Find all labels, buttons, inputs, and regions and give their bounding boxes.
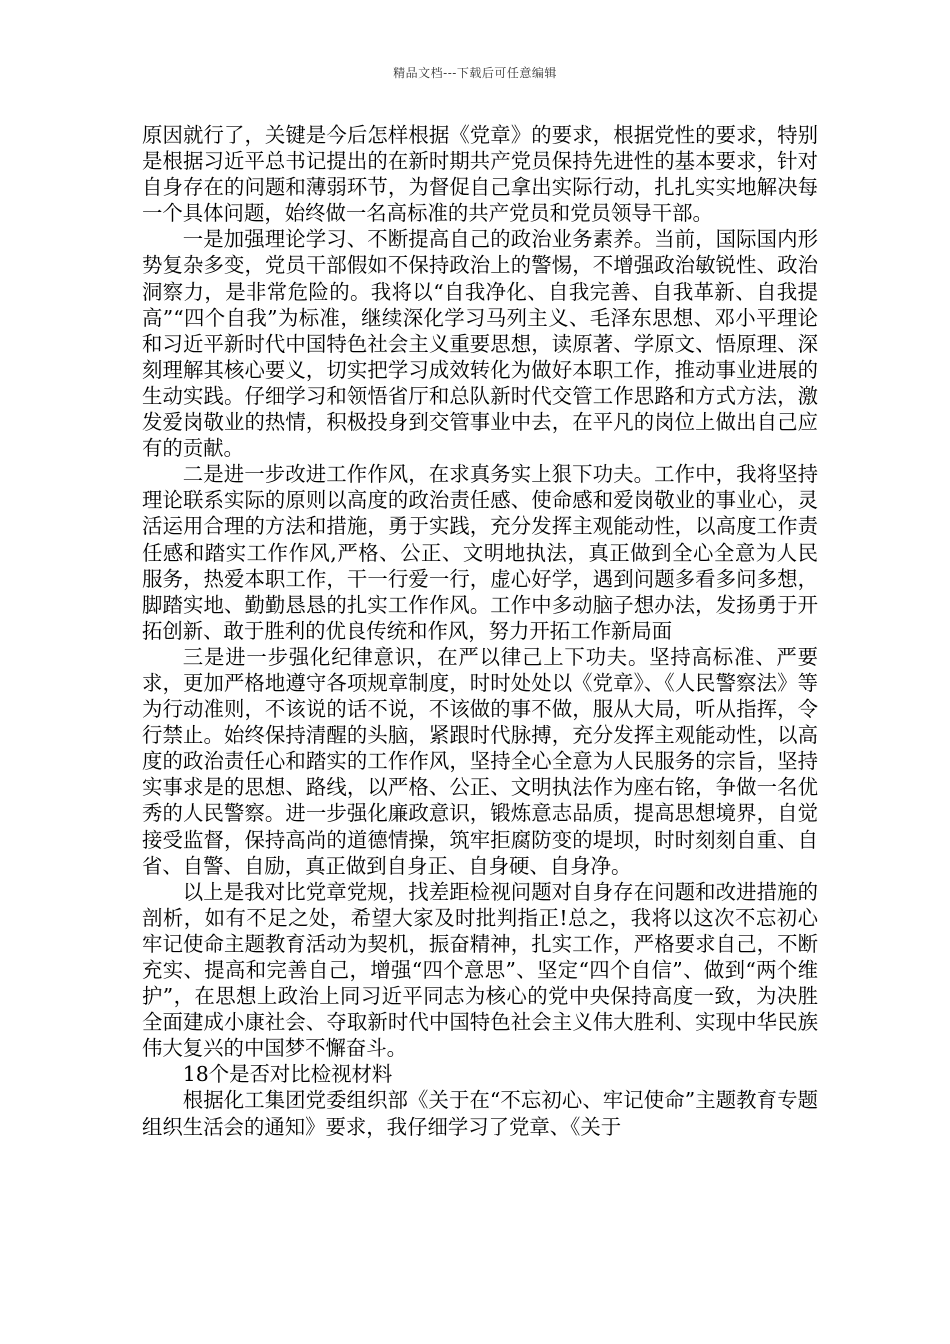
paragraph-continuation: 原因就行了，关键是今后怎样根据《党章》的要求，根据党性的要求，特别是根据习近平总书记提出的在新时期共产党员保持先进性的基本要求，针对自身存在的问题和薄弱环节，为督促自己拿出实际行动，扎扎实实地解决每一个具体问题，始终做一名高标准的共产党员和党员领导干部。 [142, 123, 818, 226]
paragraph-point-two: 二是进一步改进工作作风，在求真务实上狠下功夫。工作中，我将坚持理论联系实际的原则以高度的政治责任感、使命感和爱岗敬业的事业心，灵活运用合理的方法和措施，勇于实践，充分发挥主观能动性，以高度工作责任感和踏实工作作风,严格、公正、文明地执法，真正做到全心全意为人民服务，热爱本职工作，干一行爱一行，虚心好学，遇到问题多看多问多想，脚踏实地、勤勤恳恳的扎实工作作风。工作中多动脑子想办法，发扬勇于开拓创新、敢于胜利的优良传统和作风，努力开拓工作新局面 [142, 462, 818, 643]
page-header: 精品文档---下载后可任意编辑 [393, 66, 557, 80]
paragraph-point-one: 一是加强理论学习、不断提高自己的政治业务素养。当前，国际国内形势复杂多变，党员干部假如不保持政治上的警惕，不增强政治敏锐性、政治洞察力，是非常危险的。我将以“自我净化、自我完善、自我革新、自我提高”“四个自我”为标准，继续深化学习马列主义、毛泽东思想、邓小平理论和习近平新时代中国特色社会主义重要思想，读原著、学原文、悟原理、深刻理解其核心要义，切实把学习成效转化为做好本职工作，推动事业进展的生动实践。仔细学习和领悟省厅和总队新时代交管工作思路和方式方法，激发爱岗敬业的热情，积极投身到交管事业中去，在平凡的岗位上做出自己应有的贡献。 [142, 227, 818, 461]
section-title: 18个是否对比检视材料 [182, 1062, 393, 1087]
paragraph-intro: 根据化工集团党委组织部《关于在“不忘初心、牢记使命”主题教育专题组织生活会的通知》要求，我仔细学习了党章、《关于 [142, 1088, 818, 1139]
document-body [142, 122, 818, 1140]
paragraph-point-three: 三是进一步强化纪律意识，在严以律己上下功夫。坚持高标准、严要求，更加严格地遵守各项规章制度，时时处处以《党章》、《人民警察法》等为行动准则，不该说的话不说，不该做的事不做，服从大局，听从指挥，令行禁止。始终保持清醒的头脑，紧跟时代脉搏，充分发挥主观能动性，以高度的政治责任心和踏实的工作作风，坚持全心全意为人民服务的宗旨，坚持实事求是的思想、路线，以严格、公正、文明执法作为座右铭，争做一名优秀的人民警察。进一步强化廉政意识，锻炼意志品质，提高思想境界，自觉接受监督，保持高尚的道德情操，筑牢拒腐防变的堤坝，时时刻刻自重、自省、自警、自励，真正做到自身正、自身硬、自身净。 [142, 644, 818, 878]
paragraph-conclusion: 以上是我对比党章党规，找差距检视问题对自身存在问题和改进措施的剖析，如有不足之处，希望大家及时批判指正!总之，我将以这次不忘初心牢记使命主题教育活动为契机，振奋精神，扎实工作，严格要求自己，不断充实、提高和完善自己，增强“四个意思”、坚定“四个自信”、做到“两个维护”，在思想上政治上同习近平同志为核心的党中央保持高度一致，为决胜全面建成小康社会、夺取新时代中国特色社会主义伟大胜利、实现中华民族伟大复兴的中国梦不懈奋斗。 [142, 879, 818, 1061]
